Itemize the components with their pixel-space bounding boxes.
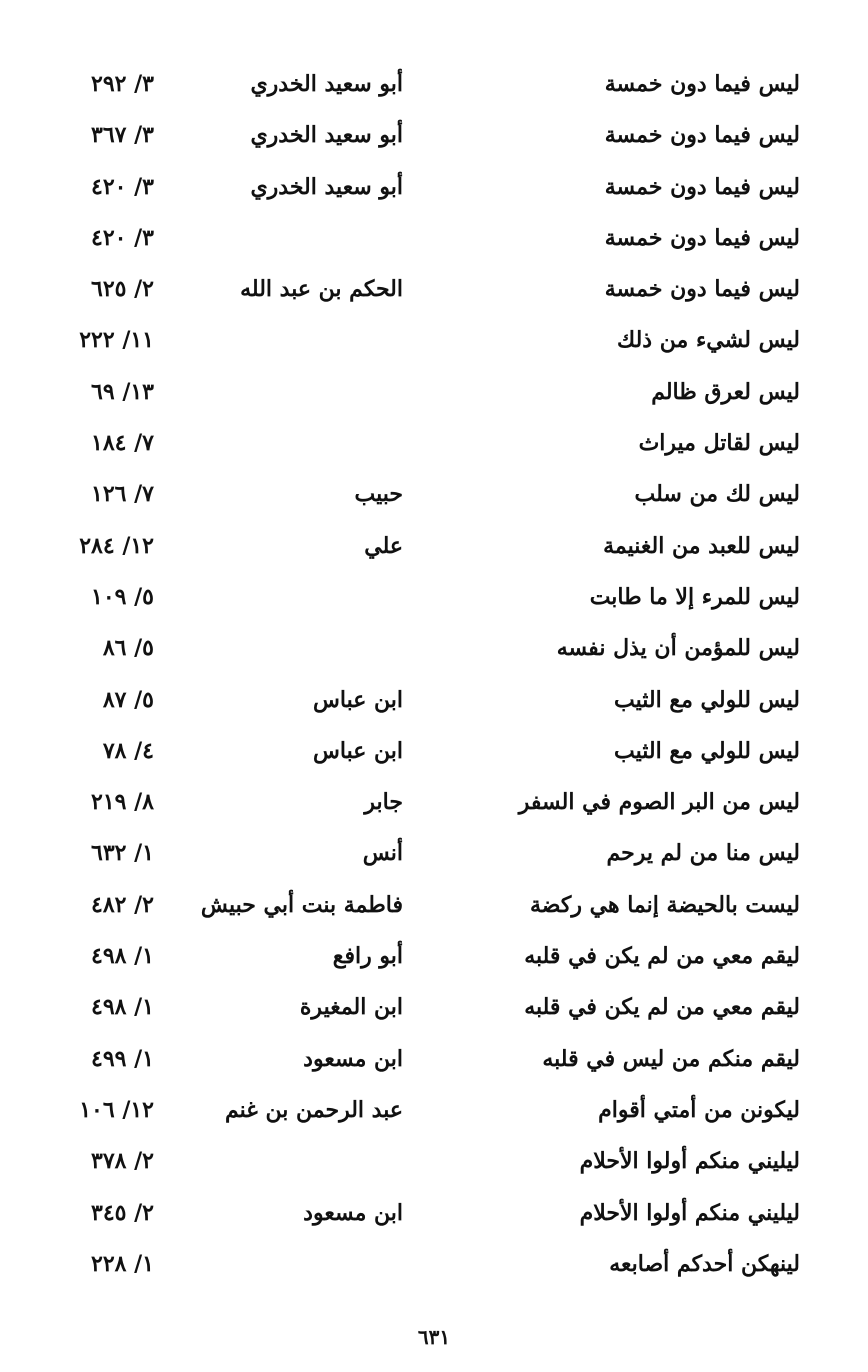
hadith-text: ليس فيما دون خمسة bbox=[604, 122, 800, 149]
index-row bbox=[0, 215, 868, 266]
hadith-text: ليس منا من لم يرحم bbox=[606, 840, 800, 867]
volume-page-reference: ١/ ٤٩٩ bbox=[91, 1045, 154, 1072]
volume-page-reference: ١/ ٤٩٨ bbox=[91, 943, 154, 970]
volume-page-reference: ٤/ ٧٨ bbox=[102, 737, 154, 764]
hadith-text: ليس لقاتل ميراث bbox=[638, 430, 800, 457]
index-row bbox=[0, 677, 868, 728]
volume-page-reference: ٧/ ١٢٦ bbox=[91, 481, 154, 508]
volume-page-reference: ١/ ٦٣٢ bbox=[91, 840, 154, 867]
hadith-text: ليس فيما دون خمسة bbox=[604, 173, 800, 200]
hadith-text: لينهكن أحدكم أصابعه bbox=[609, 1250, 800, 1277]
hadith-text: ليقم منكم من ليس في قلبه bbox=[542, 1045, 800, 1072]
volume-page-reference: ٥/ ٨٦ bbox=[102, 635, 154, 662]
index-row bbox=[0, 574, 868, 625]
volume-page-reference: ١٣/ ٦٩ bbox=[91, 378, 154, 405]
index-row bbox=[0, 779, 868, 830]
hadith-text: ليس لشيء من ذلك bbox=[617, 327, 800, 354]
volume-page-reference: ١١/ ٢٢٢ bbox=[79, 327, 154, 354]
hadith-text: ليس للولي مع الثيب bbox=[614, 686, 800, 713]
index-row bbox=[0, 882, 868, 933]
narrator-name: جابر bbox=[364, 789, 403, 816]
volume-page-reference: ١٢/ ٢٨٤ bbox=[79, 532, 154, 559]
hadith-text: ليست بالحيضة إنما هي ركضة bbox=[529, 891, 800, 918]
volume-page-reference: ٧/ ١٨٤ bbox=[91, 430, 154, 457]
index-row bbox=[0, 317, 868, 368]
narrator-name: الحكم بن عبد الله bbox=[240, 276, 403, 303]
hadith-text: ليس لعرق ظالم bbox=[651, 378, 800, 405]
index-row bbox=[0, 1087, 868, 1138]
hadith-text: ليكونن من أمتي أقوام bbox=[598, 1096, 800, 1123]
volume-page-reference: ٣/ ٤٢٠ bbox=[91, 224, 154, 251]
hadith-text: ليس فيما دون خمسة bbox=[604, 71, 800, 97]
narrator-name: ابن المغيرة bbox=[299, 994, 403, 1021]
volume-page-reference: ٣/ ٤٢٠ bbox=[91, 173, 154, 200]
hadith-text: ليليني منكم أولوا الأحلام bbox=[579, 1199, 800, 1226]
index-row bbox=[0, 369, 868, 420]
volume-page-reference: ٥/ ١٠٩ bbox=[91, 583, 154, 610]
page-number: ٦٣١ bbox=[417, 1325, 451, 1349]
index-row bbox=[0, 266, 868, 317]
hadith-text: ليقم معي من لم يكن في قلبه bbox=[524, 994, 800, 1021]
volume-page-reference: ١/ ٤٩٨ bbox=[91, 994, 154, 1021]
index-row bbox=[0, 830, 868, 881]
hadith-index-list bbox=[0, 61, 868, 1292]
hadith-text: ليس للولي مع الثيب bbox=[614, 737, 800, 764]
volume-page-reference: ٨/ ٢١٩ bbox=[91, 789, 154, 816]
index-row bbox=[0, 625, 868, 676]
index-row bbox=[0, 61, 868, 112]
index-row bbox=[0, 1190, 868, 1241]
index-row bbox=[0, 984, 868, 1035]
hadith-text: ليس للمرء إلا ما طابت bbox=[589, 583, 800, 610]
volume-page-reference: ٢/ ٦٢٥ bbox=[91, 276, 154, 303]
narrator-name: أبو سعيد الخدري bbox=[250, 122, 403, 149]
volume-page-reference: ٢/ ٣٤٥ bbox=[91, 1199, 154, 1226]
narrator-name: أبو سعيد الخدري bbox=[250, 173, 403, 200]
narrator-name: ابن عباس bbox=[313, 686, 403, 713]
volume-page-reference: ٢/ ٣٧٨ bbox=[91, 1148, 154, 1175]
hadith-text: ليس من البر الصوم في السفر bbox=[518, 789, 800, 816]
index-row bbox=[0, 1036, 868, 1087]
index-row bbox=[0, 164, 868, 215]
index-row bbox=[0, 112, 868, 163]
volume-page-reference: ١٢/ ١٠٦ bbox=[79, 1096, 154, 1123]
narrator-name: عبد الرحمن بن غنم bbox=[225, 1096, 403, 1123]
volume-page-reference: ٣/ ٣٦٧ bbox=[91, 122, 154, 149]
hadith-text: ليليني منكم أولوا الأحلام bbox=[579, 1148, 800, 1175]
narrator-name: أبو سعيد الخدري bbox=[250, 71, 403, 97]
hadith-text: ليس فيما دون خمسة bbox=[604, 224, 800, 251]
narrator-name: أبو رافع bbox=[332, 943, 403, 970]
index-row bbox=[0, 471, 868, 522]
narrator-name: حبيب bbox=[354, 481, 403, 508]
index-row bbox=[0, 728, 868, 779]
index-row bbox=[0, 1138, 868, 1189]
hadith-text: ليس للعبد من الغنيمة bbox=[603, 532, 800, 559]
narrator-name: ابن عباس bbox=[313, 737, 403, 764]
hadith-text: ليس لك من سلب bbox=[634, 481, 800, 508]
narrator-name: أنس bbox=[362, 840, 403, 867]
index-row bbox=[0, 523, 868, 574]
volume-page-reference: ٢/ ٤٨٢ bbox=[91, 891, 154, 918]
narrator-name: ابن مسعود bbox=[303, 1045, 403, 1072]
narrator-name: فاطمة بنت أبي حبيش bbox=[200, 891, 403, 918]
narrator-name: ابن مسعود bbox=[303, 1199, 403, 1226]
hadith-text: ليس فيما دون خمسة bbox=[604, 276, 800, 303]
hadith-text: ليقم معي من لم يكن في قلبه bbox=[524, 943, 800, 970]
volume-page-reference: ١/ ٢٢٨ bbox=[91, 1250, 154, 1277]
index-row bbox=[0, 420, 868, 471]
index-row bbox=[0, 1241, 868, 1292]
hadith-text: ليس للمؤمن أن يذل نفسه bbox=[556, 635, 800, 662]
index-row bbox=[0, 933, 868, 984]
volume-page-reference: ٥/ ٨٧ bbox=[102, 686, 154, 713]
volume-page-reference: ٣/ ٢٩٢ bbox=[91, 71, 154, 97]
narrator-name: علي bbox=[364, 532, 403, 559]
